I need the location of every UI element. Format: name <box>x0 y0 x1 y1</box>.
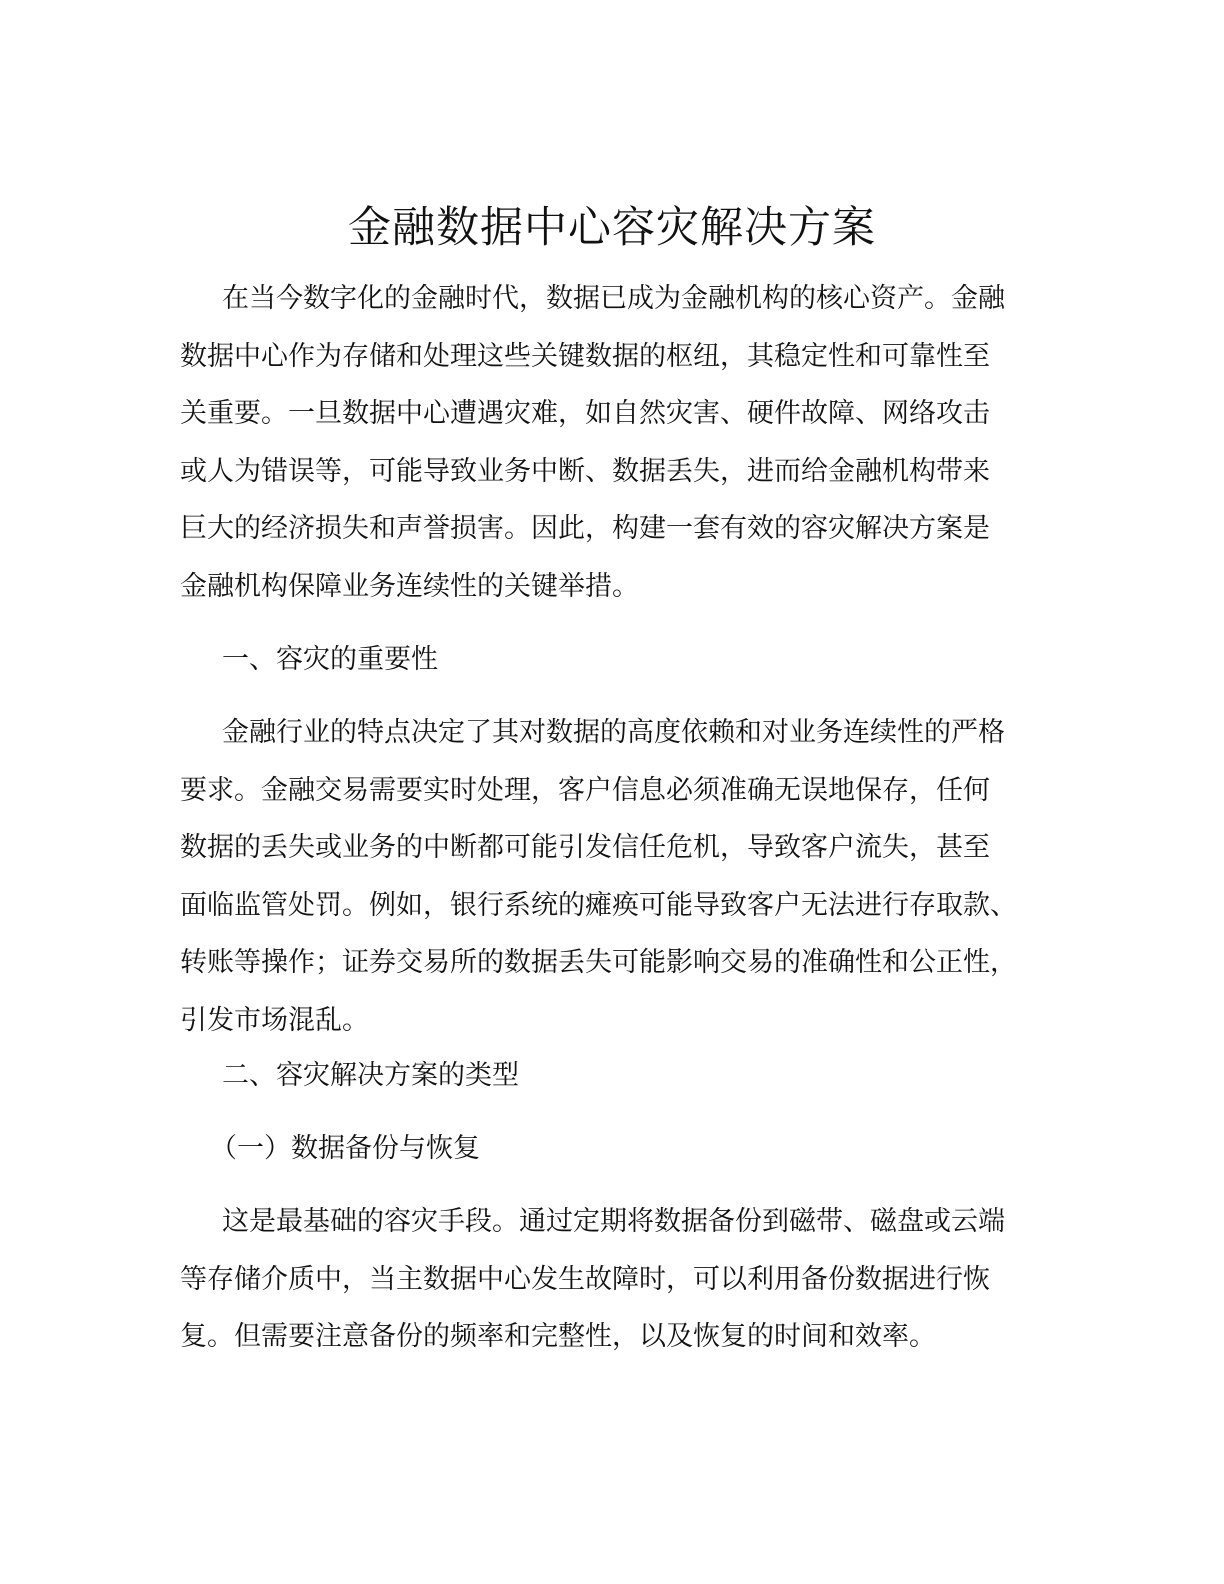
paragraph-line: 这是最基础的容灾手段。通过定期将数据备份到磁带、磁盘或云端 <box>222 1206 1005 1237</box>
paragraph-line: 巨大的经济损失和声誉损害。因此，构建一套有效的容灾解决方案是 <box>180 513 990 544</box>
paragraph-line: 面临监管处罚。例如，银行系统的瘫痪可能导致客户无法进行存取款、 <box>180 889 1017 921</box>
section-heading <box>180 631 438 689</box>
section-heading <box>180 1047 519 1105</box>
paragraph-line: 数据中心作为存储和处理这些关键数据的枢纽，其稳定性和可靠性至 <box>180 340 990 372</box>
paragraph-line: 要求。金融交易需要实时处理，客户信息必须准确无误地保存，任何 <box>180 774 990 806</box>
paragraph-line: 金融机构保障业务连续性的关键举措。 <box>180 570 639 602</box>
document-title: 金融数据中心容灾解决方案 <box>348 203 876 253</box>
paragraph-line: 数据的丢失或业务的中断都可能引发信任危机，导致客户流失，甚至 <box>180 832 990 863</box>
section-1-paragraph <box>180 704 1017 1049</box>
intro-paragraph <box>180 270 1005 615</box>
paragraph-line: 引发市场混乱。 <box>180 1004 369 1036</box>
subsection-1-heading: （一）数据备份与恢复 <box>210 1133 480 1164</box>
paragraph-line: 等存储介质中，当主数据中心发生故障时，可以利用备份数据进行恢 <box>180 1263 990 1295</box>
paragraph-line: 转账等操作；证券交易所的数据丢失可能影响交易的准确性和公正性， <box>180 947 1017 978</box>
paragraph-line: 或人为错误等，可能导致业务中断、数据丢失，进而给金融机构带来 <box>180 455 990 487</box>
subsection-1-paragraph <box>180 1193 1005 1366</box>
section-2-heading: 二、容灾解决方案的类型 <box>222 1060 519 1091</box>
paragraph-line: 复。但需要注意备份的频率和完整性，以及恢复的时间和效率。 <box>180 1321 936 1352</box>
paragraph-line: 金融行业的特点决定了其对数据的高度依赖和对业务连续性的严格 <box>222 717 1005 748</box>
paragraph-line: 关重要。一旦数据中心遭遇灾难，如自然灾害、硬件故障、网络攻击 <box>180 398 990 429</box>
subsection-heading <box>180 1120 480 1178</box>
paragraph-line: 在当今数字化的金融时代，数据已成为金融机构的核心资产。金融 <box>222 283 1005 314</box>
section-1-heading: 一、容灾的重要性 <box>222 644 438 675</box>
